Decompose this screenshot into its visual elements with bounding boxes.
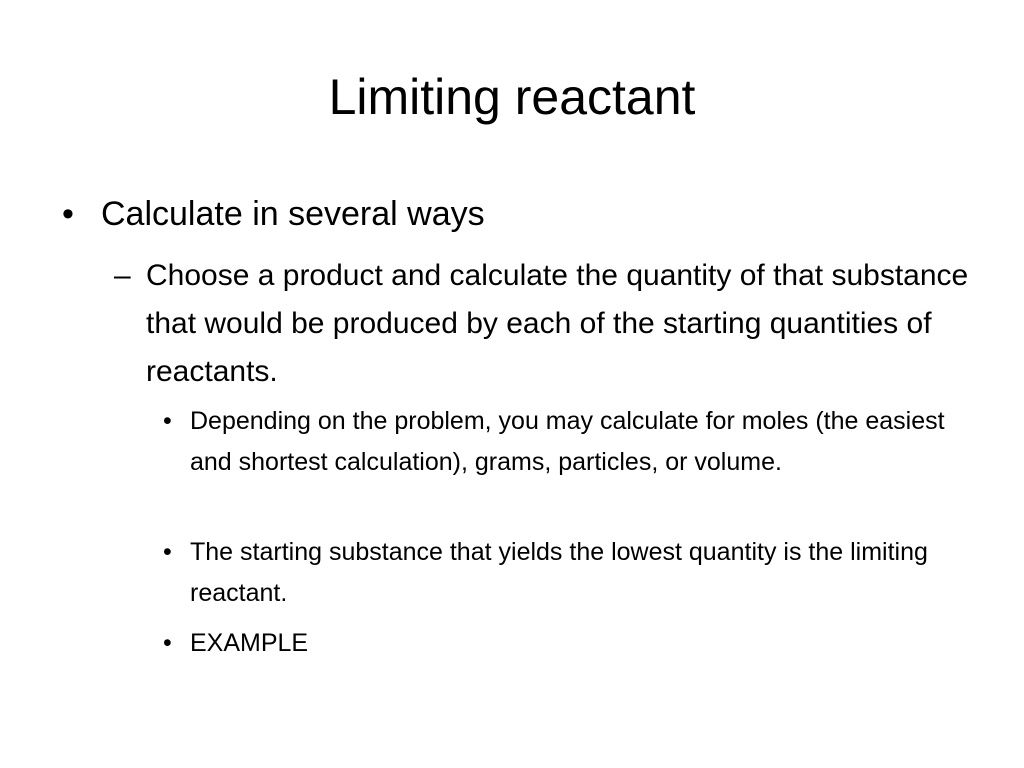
bullet-text: Choose a product and calculate the quantity of that substance that would be produced by each of the starting quantities of reactants.	[146, 259, 969, 388]
bullet-text: The starting substance that yields the lowest quantity is the limiting reactant.	[190, 538, 928, 607]
bullet-level3	[163, 401, 973, 483]
bullet-marker: •	[163, 538, 172, 566]
dash-marker: –	[114, 259, 131, 292]
bullet-level1	[62, 190, 962, 238]
bullet-text: Depending on the problem, you may calculate for moles (the easiest and shortest calculation), grams, particles, or volume.	[190, 407, 945, 476]
slide-title: Limiting reactant	[328, 69, 696, 125]
bullet-marker: •	[163, 407, 172, 435]
bullet-text: EXAMPLE	[190, 629, 309, 657]
bullet-level3	[163, 532, 973, 614]
bullet-marker: •	[62, 195, 74, 233]
bullet-level3	[163, 623, 973, 664]
bullet-level2	[114, 252, 974, 396]
bullet-text: Calculate in several ways	[101, 195, 485, 233]
bullet-marker: •	[163, 629, 172, 657]
